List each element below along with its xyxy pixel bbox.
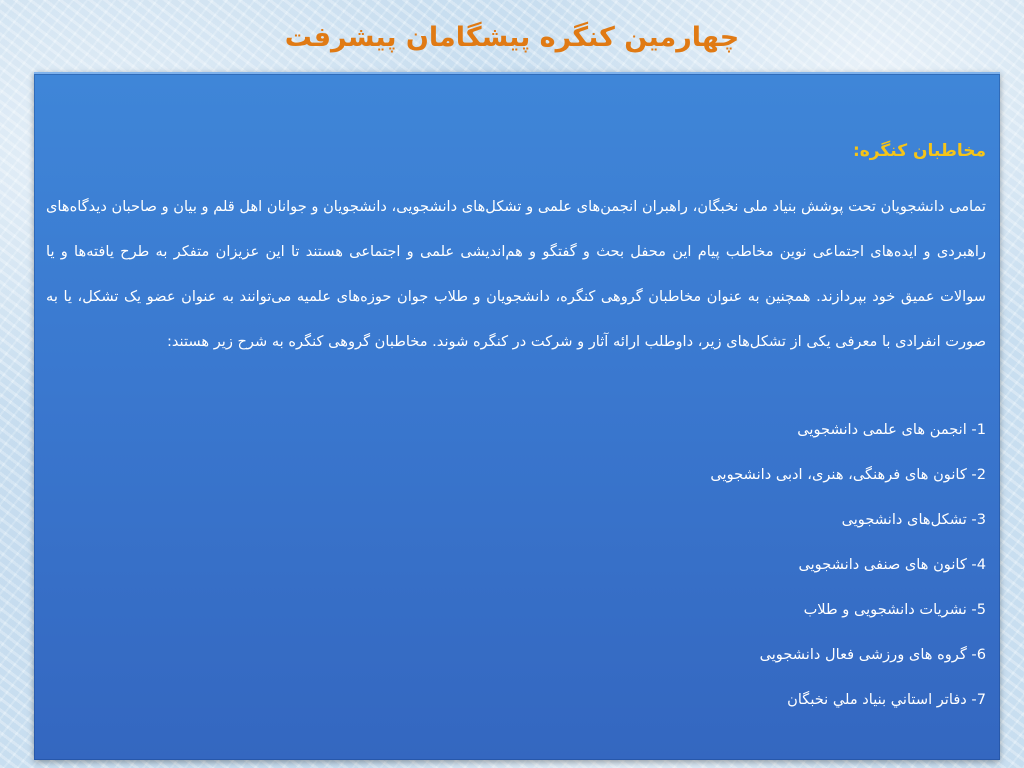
list-item: 4- کانون های صنفی دانشجویی (798, 556, 986, 573)
audience-description: تمامی دانشجویان تحت پوشش بنیاد ملی نخبگان، راهبران انجمن‌های علمی و تشکل‌های دانشجویی، دانشجویان و جوانان اهل قلم و بیان و صاحبان دیدگاه‌های راهبردی و ایده‌های اجتماعی نوین مخاطب پیام این محفل بحث و گفتگو و هم‌اندیشی علمی و اجتماعی هستند تا این عزیزان متفکر به طرح یافته‌ها و یا سوالات عمیق خود بپردازند. همچنین به عنوان مخاطبان گروهی کنگره، دانشجویان و طلاب جوان حوزه‌های علمیه می‌توانند به عنوان عضو یک تشکل، یا به صورت انفرادی با معرفی یکی از تشکل‌های زیر، داوطلب ارائه آثار و شرکت در کنگره شوند. مخاطبان گروهی کنگره به شرح زیر هستند: (46, 198, 986, 350)
audience-heading: مخاطبان کنگره: (852, 141, 986, 161)
slide-title: چهارمین کنگره پیشگامان پیشرفت (284, 22, 740, 53)
list-item: 5- نشریات دانشجویی و طلاب (803, 601, 986, 618)
audience-list (710, 407, 986, 722)
list-item: 7- دفاتر استاني بنياد ملي نخبگان (787, 691, 986, 708)
list-item: 1- انجمن های علمی دانشجویی (797, 421, 986, 438)
list-item: 2- کانون های فرهنگی، هنری، ادبی دانشجویی (710, 466, 986, 483)
content-panel (34, 72, 1000, 760)
list-item: 3- تشکل‌های دانشجویی (841, 511, 986, 528)
list-item: 6- گروه های ورزشی فعال دانشجویی (759, 646, 986, 663)
